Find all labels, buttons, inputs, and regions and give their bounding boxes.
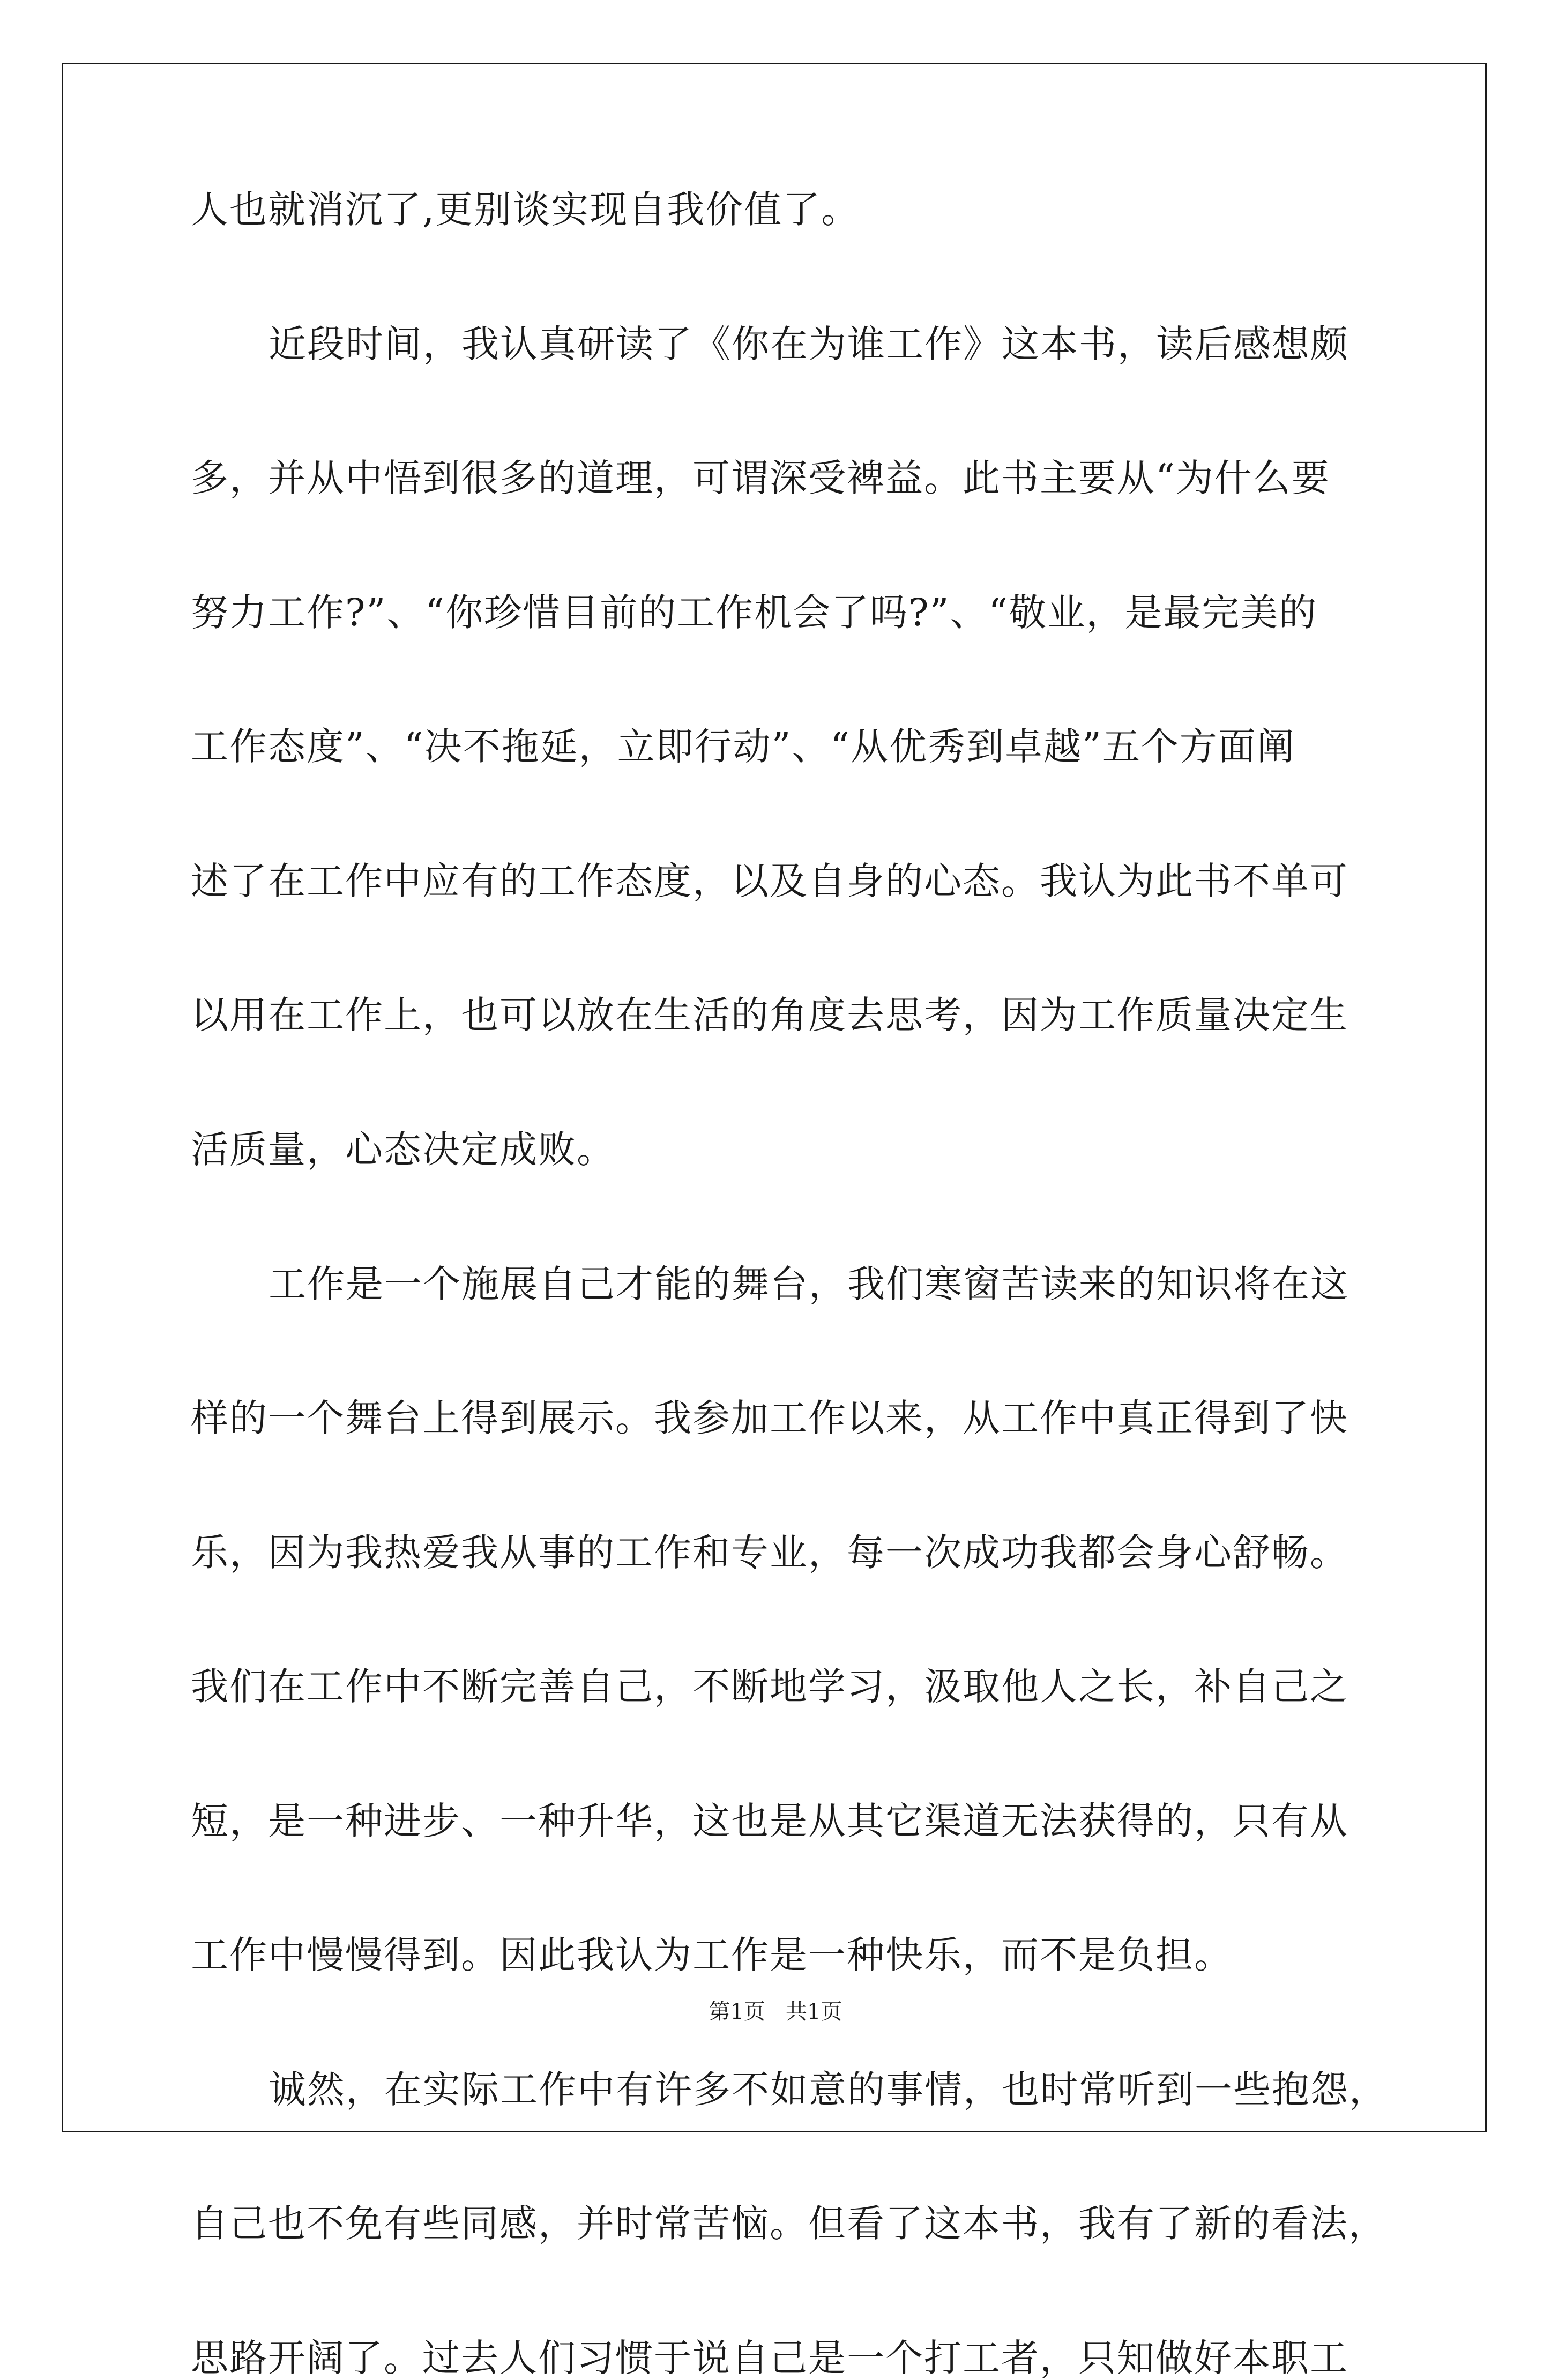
paragraph-2-line-3: 努力工作?”、“你珍惜目前的工作机会了吗?”、“敬业，是最完美的 [191, 591, 1318, 635]
paragraph-2-line-6: 以用在工作上，也可以放在生活的角度去思考，因为工作质量决定生 [191, 993, 1348, 1037]
paragraph-3-line-6: 工作中慢慢得到。因此我认为工作是一种快乐，而不是负担。 [191, 1933, 1233, 1977]
paragraph-2-line-5: 述了在工作中应有的工作态度，以及自身的心态。我认为此书不单可 [191, 859, 1348, 903]
page-footer: 第1页 共1页 [709, 2000, 842, 2024]
paragraph-3-line-3: 乐，因为我热爱我从事的工作和专业，每一次成功我都会身心舒畅。 [191, 1531, 1348, 1575]
paragraph-2-line-7: 活质量，心态决定成败。 [191, 1128, 615, 1172]
paragraph-4-line-2: 自己也不免有些同感，并时常苦恼。但看了这本书，我有了新的看法， [191, 2202, 1387, 2245]
paragraph-4-line-3: 思路开阔了。过去人们习惯于说自己是一个打工者，只知做好本职工 [191, 2336, 1348, 2380]
paragraph-3-line-5: 短，是一种进步、一种升华，这也是从其它渠道无法获得的，只有从 [191, 1799, 1348, 1843]
paragraph-2-line-4: 工作态度”、“决不拖延，立即行动”、“从优秀到卓越”五个方面阐 [191, 725, 1295, 769]
paragraph-4-line-1: 诚然，在实际工作中有许多不如意的事情，也时常听到一些抱怨， [269, 2068, 1388, 2112]
paragraph-2-line-1: 近段时间，我认真研读了《你在为谁工作》这本书，读后感想颇 [269, 322, 1349, 366]
paragraph-2-line-2: 多，并从中悟到很多的道理，可谓深受裨益。此书主要从“为什么要 [191, 456, 1330, 500]
paragraph-3-line-2: 样的一个舞台上得到展示。我参加工作以来，从工作中真正得到了快 [191, 1396, 1348, 1440]
paragraph-3-line-4: 我们在工作中不断完善自己，不断地学习，汲取他人之长，补自己之 [191, 1665, 1348, 1708]
paragraph-1-line-1: 人也就消沉了,更别谈实现自我价值了。 [191, 188, 860, 232]
paragraph-3-line-1: 工作是一个施展自己才能的舞台，我们寒窗苦读来的知识将在这 [269, 1262, 1349, 1306]
